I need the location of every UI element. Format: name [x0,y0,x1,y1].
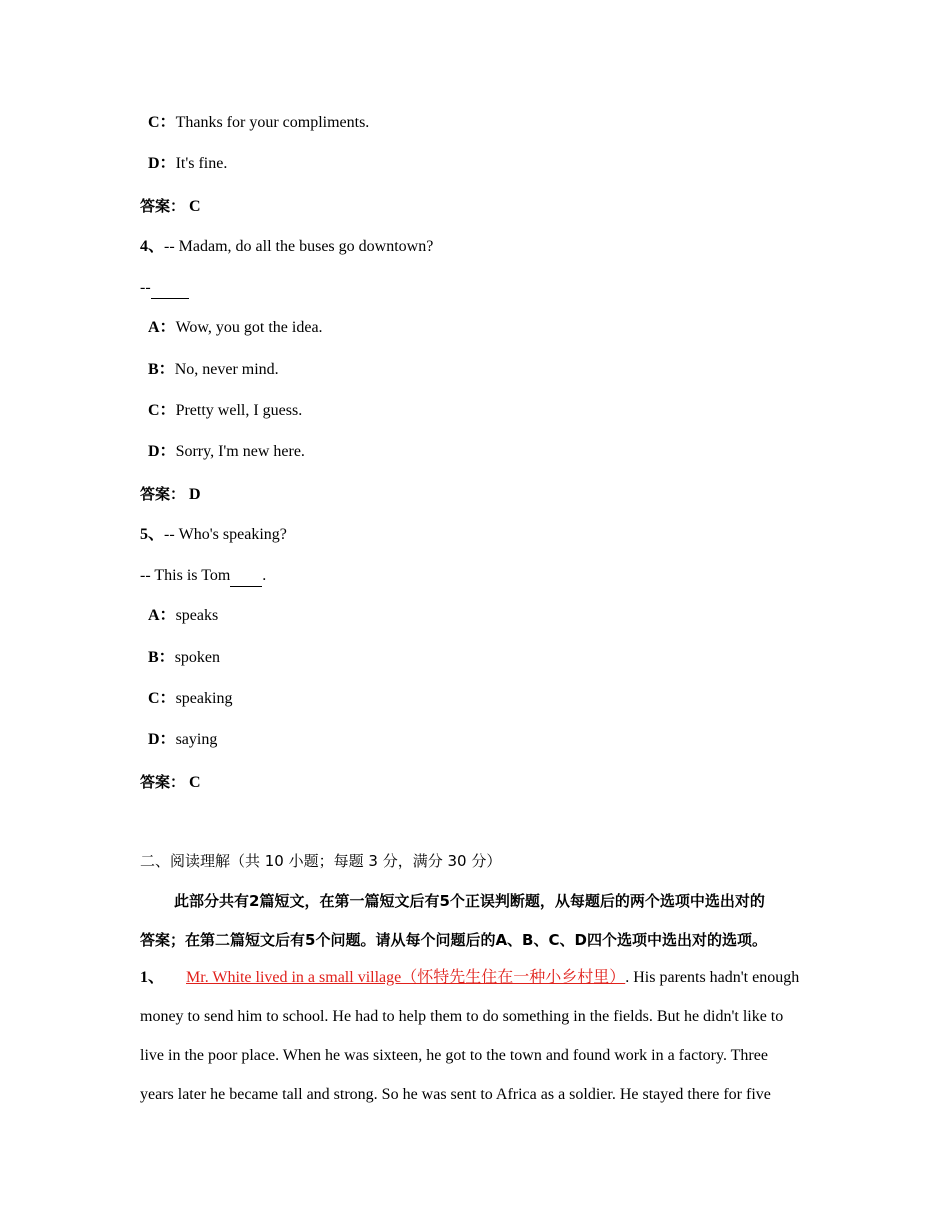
q5-prompt [140,525,287,545]
answer-blank [151,278,189,299]
q4-prompt [140,237,433,257]
q4-option-d [148,442,305,462]
option-text: speaks [175,607,219,624]
option-label: A： [148,319,176,336]
option-text: Thanks for your compliments. [175,114,370,131]
q4-option-a [148,318,323,338]
option-text: No, never mind. [174,361,279,378]
section-intro-line2: 答案；在第二篇短文后有5个问题。请从每个问题后的A、B、C、D四个选项中选出对的选项。 [140,931,767,949]
answer-value: C [189,774,201,791]
answer-label: 答案： [140,197,186,215]
answer-label: 答案： [140,485,186,503]
option-label: B： [148,649,175,666]
answer-label: 答案： [140,773,186,791]
section-intro-line1: 此部分共有2篇短文，在第一篇短文后有5个正误判断题，从每题后的两个选项中选出对的 [174,892,765,910]
option-text: It's fine. [175,155,228,172]
reply-prefix: -- This is Tom [140,567,231,584]
question-text: -- Madam, do all the buses go downtown? [164,238,434,255]
reply-prefix: -- [140,279,151,296]
q4-reply [140,278,189,299]
q3-option-d [148,154,227,174]
q3-option-c [148,113,369,133]
option-label: C： [148,690,176,707]
question-number: 4、 [140,238,165,255]
answer-value: C [189,198,201,215]
q5-answer [140,772,201,793]
q5-option-c [148,689,232,709]
q5-option-d [148,730,217,750]
option-label: D： [148,155,176,172]
q4-option-c [148,401,302,421]
q4-answer [140,484,201,505]
option-label: C： [148,402,176,419]
passage-line: money to send him to school. He had to help them to do something in the fields. But he didn't like to [140,1008,784,1025]
passage-text: . His parents hadn't enough [625,969,800,986]
passage-title-link: Mr. White lived in a small village（怀特先生住在一种小乡村里） [186,969,626,986]
answer-value: D [189,486,201,503]
q5-reply [140,566,266,587]
q4-option-b [148,360,279,380]
q5-option-b [148,648,220,668]
question-text: -- Who's speaking? [164,526,287,543]
option-label: D： [148,443,176,460]
passage-line [140,968,799,988]
option-label: D： [148,731,176,748]
question-number: 5、 [140,526,165,543]
option-text: saying [175,731,218,748]
option-label: A： [148,607,176,624]
q5-option-a [148,606,218,626]
option-text: speaking [175,690,233,707]
option-label: B： [148,361,175,378]
passage-number: 1、 [140,969,165,986]
option-text: spoken [174,649,221,666]
passage-line: years later he became tall and strong. So he was sent to Africa as a soldier. He stayed there for five [140,1086,771,1103]
section-heading: 二、阅读理解（共 10 小题；每题 3 分，满分 30 分） [140,852,502,870]
option-text: Wow, you got the idea. [175,319,323,336]
passage-line: live in the poor place. When he was sixteen, he got to the town and found work in a factory. Three [140,1047,768,1064]
reply-suffix: . [262,567,267,584]
option-text: Sorry, I'm new here. [175,443,305,460]
option-label: C： [148,114,176,131]
q3-answer [140,196,201,217]
answer-blank [230,566,262,587]
option-text: Pretty well, I guess. [175,402,303,419]
